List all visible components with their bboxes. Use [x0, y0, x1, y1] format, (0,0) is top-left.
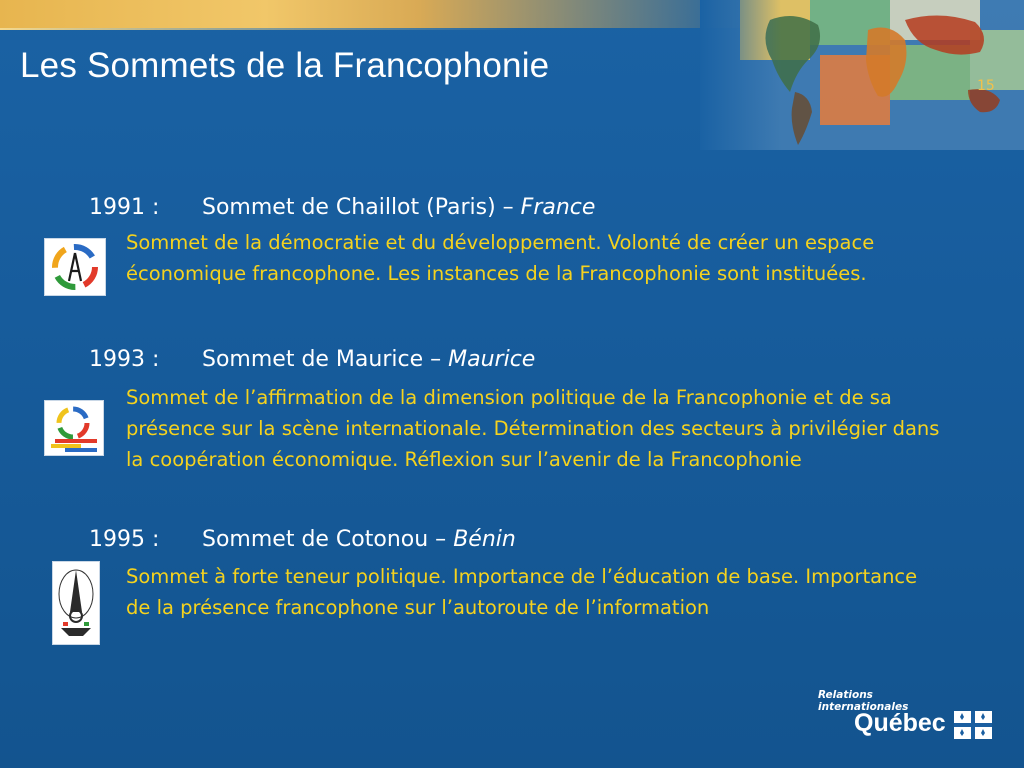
- quebec-flag-icon: [954, 711, 992, 739]
- summit-1993-logo: [44, 400, 104, 456]
- brand-wordmark: Québec: [854, 709, 946, 737]
- entry-heading-1995: [89, 527, 516, 552]
- summit-1991-logo: [44, 238, 106, 296]
- entry-summit: Sommet de Cotonou –: [202, 527, 454, 552]
- top-gold-band: [0, 0, 760, 28]
- entry-country: France: [520, 195, 596, 220]
- world-map-decoration: [700, 0, 1024, 150]
- org-name: Relations internationales: [818, 689, 909, 713]
- entry-description-1993: Sommet de l’affirmation de la dimension politique de la Francophonie et de sa présence sur la scène internationale. Détermination des secteurs à privilégier dans la coopération économique. Réflexion sur l’avenir de la Francophonie: [126, 386, 940, 471]
- slide-title: Les Sommets de la Francophonie: [20, 46, 550, 85]
- entry-country: Bénin: [453, 527, 516, 552]
- page-number: 15: [977, 78, 995, 94]
- entry-year: 1995 :: [89, 527, 160, 552]
- entry-heading-1991: [89, 195, 595, 220]
- entry-year: 1991 :: [89, 195, 160, 220]
- quebec-logo: [818, 689, 998, 749]
- entry-heading-1993: [89, 347, 535, 372]
- entry-country: Maurice: [448, 347, 536, 372]
- entry-description-1995: Sommet à forte teneur politique. Importance de l’éducation de base. Importance de la présence francophone sur l’autoroute de l’information: [126, 565, 918, 619]
- summit-1995-logo: [52, 561, 100, 645]
- entry-summit: Sommet de Maurice –: [202, 347, 449, 372]
- entry-description-1991: Sommet de la démocratie et du développement. Volonté de créer un espace économique francophone. Les instances de la Francophonie sont instituées.: [126, 231, 875, 285]
- entry-summit: Sommet de Chaillot (Paris) –: [202, 195, 521, 220]
- entry-year: 1993 :: [89, 347, 160, 372]
